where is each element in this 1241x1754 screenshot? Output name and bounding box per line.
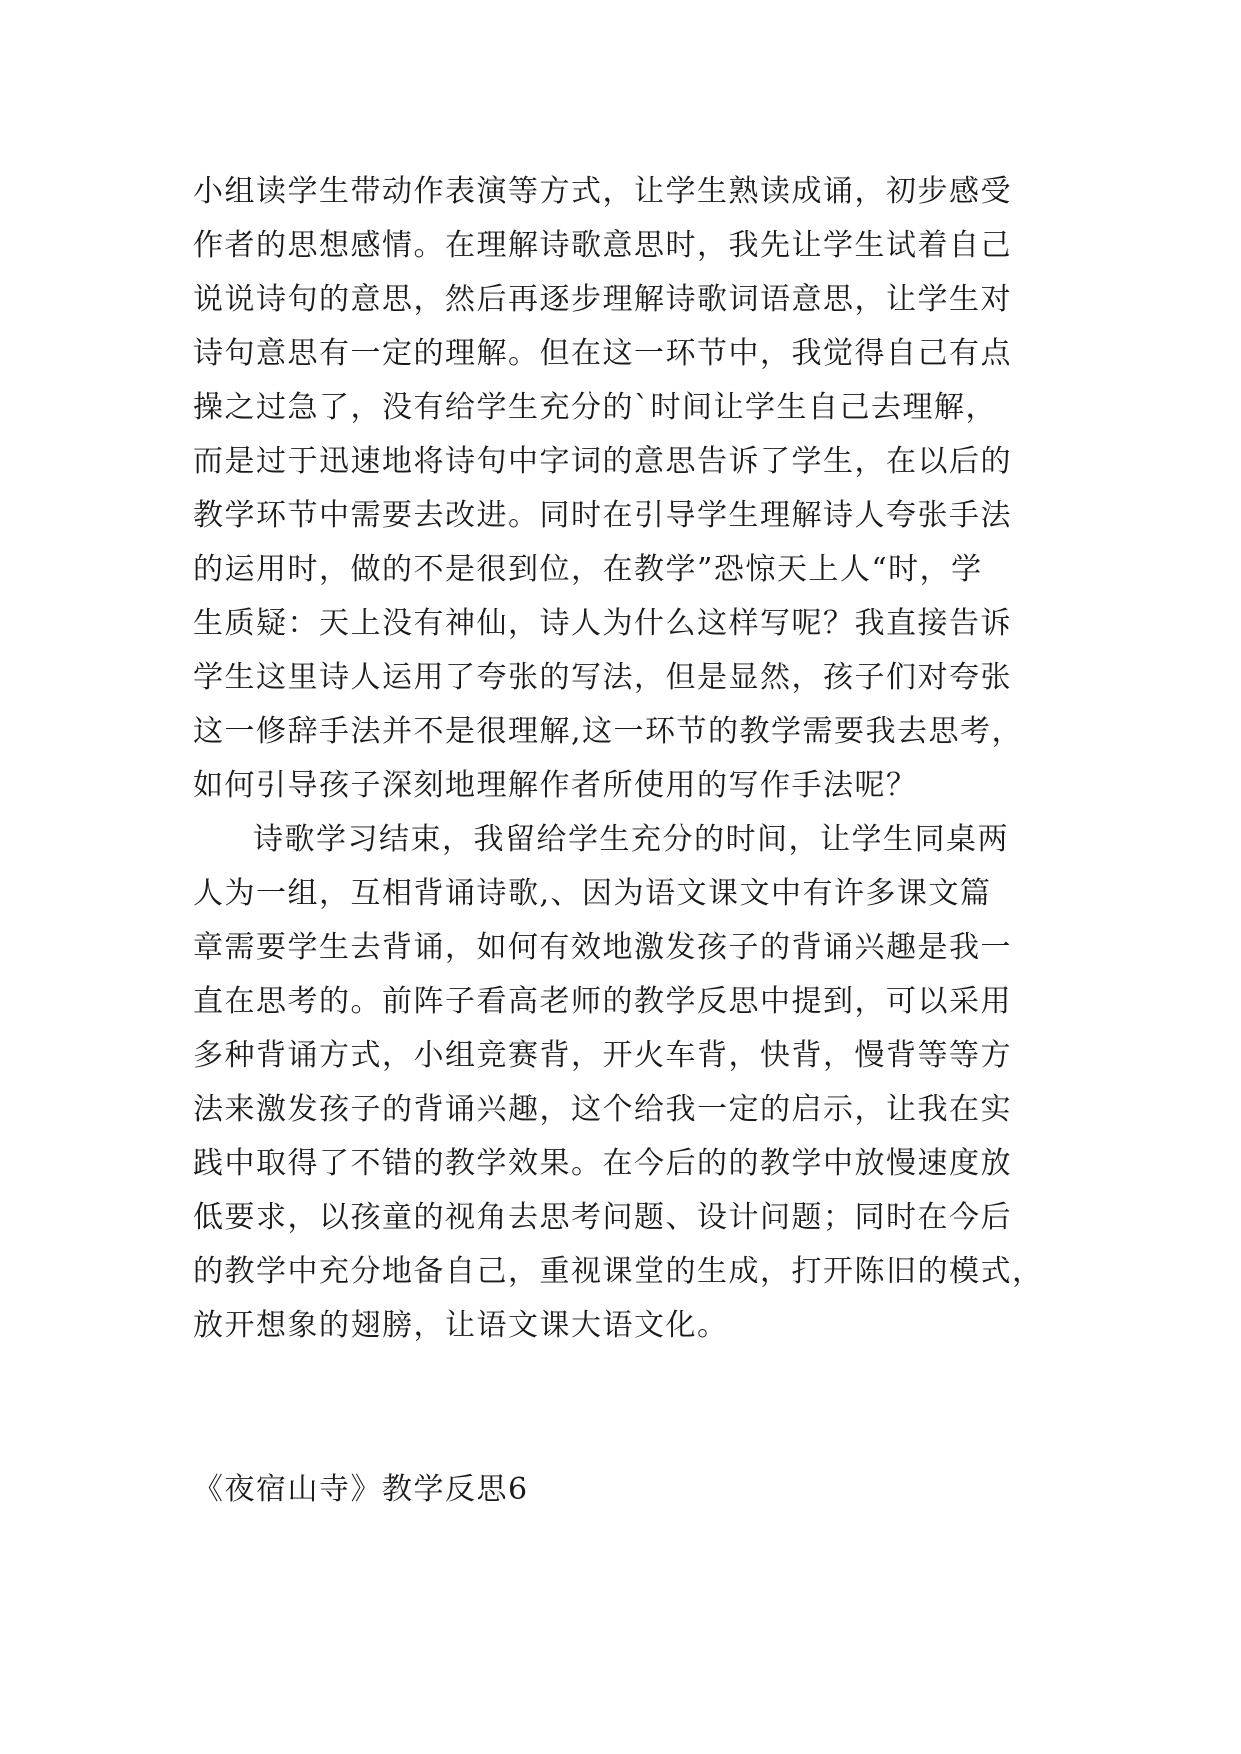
paragraph-line: 而是过于迅速地将诗句中字词的意思告诉了学生，在以后的 bbox=[193, 444, 1012, 479]
paragraph-1 bbox=[193, 165, 1053, 813]
paragraph-line: 教学环节中需要去改进。同时在引导学生理解诗人夸张手法 bbox=[193, 498, 1012, 533]
paragraph-line: 章需要学生去背诵，如何有效地激发孩子的背诵兴趣是我一 bbox=[193, 930, 1012, 965]
paragraph-line: 多种背诵方式，小组竞赛背，开火车背，快背，慢背等等方 bbox=[193, 1038, 1012, 1073]
paragraph-line: 如何引导孩子深刻地理解作者所使用的写作手法呢？ bbox=[193, 768, 918, 803]
paragraph-line: 这一修辞手法并不是很理解,这一环节的教学需要我去思考， bbox=[193, 714, 1024, 749]
paragraph-line: 生质疑：天上没有神仙，诗人为什么这样写呢？我直接告诉 bbox=[193, 606, 1012, 641]
paragraph-line: 诗歌学习结束，我留给学生充分的时间，让学生同桌两 bbox=[253, 822, 1009, 857]
paragraph-line: 践中取得了不错的教学效果。在今后的的教学中放慢速度放 bbox=[193, 1146, 1012, 1181]
paragraph-line: 学生这里诗人运用了夸张的写法，但是显然，孩子们对夸张 bbox=[193, 660, 1012, 695]
paragraph-line: 低要求，以孩童的视角去思考问题、设计问题；同时在今后 bbox=[193, 1200, 1012, 1235]
paragraph-line: 人为一组，互相背诵诗歌,、因为语文课文中有许多课文篇 bbox=[193, 876, 992, 911]
paragraph-line: 说说诗句的意思，然后再逐步理解诗歌词语意思，让学生对 bbox=[193, 282, 1012, 317]
body-text bbox=[193, 165, 1053, 1353]
paragraph-line: 的教学中充分地备自己，重视课堂的生成，打开陈旧的模式， bbox=[193, 1254, 1044, 1289]
paragraph-line: 直在思考的。前阵子看高老师的教学反思中提到，可以采用 bbox=[193, 984, 1012, 1019]
paragraph-line: 诗句意思有一定的理解。但在这一环节中，我觉得自己有点 bbox=[193, 336, 1012, 371]
paragraph-2 bbox=[193, 813, 1053, 1353]
paragraph-line: 放开想象的翅膀，让语文课大语文化。 bbox=[193, 1308, 729, 1343]
paragraph-line: 操之过急了，没有给学生充分的`时间让学生自己去理解， bbox=[193, 390, 997, 425]
paragraph-line: 作者的思想感情。在理解诗歌意思时，我先让学生试着自己 bbox=[193, 228, 1012, 263]
paragraph-line: 法来激发孩子的背诵兴趣，这个给我一定的启示，让我在实 bbox=[193, 1092, 1012, 1127]
section-heading: 《夜宿山寺》教学反思6 bbox=[193, 1472, 529, 1507]
paragraph-line: 小组读学生带动作表演等方式，让学生熟读成诵，初步感受 bbox=[193, 174, 1012, 209]
paragraph-line: 的运用时，做的不是很到位，在教学”恐惊天上人“时，学 bbox=[193, 552, 983, 587]
